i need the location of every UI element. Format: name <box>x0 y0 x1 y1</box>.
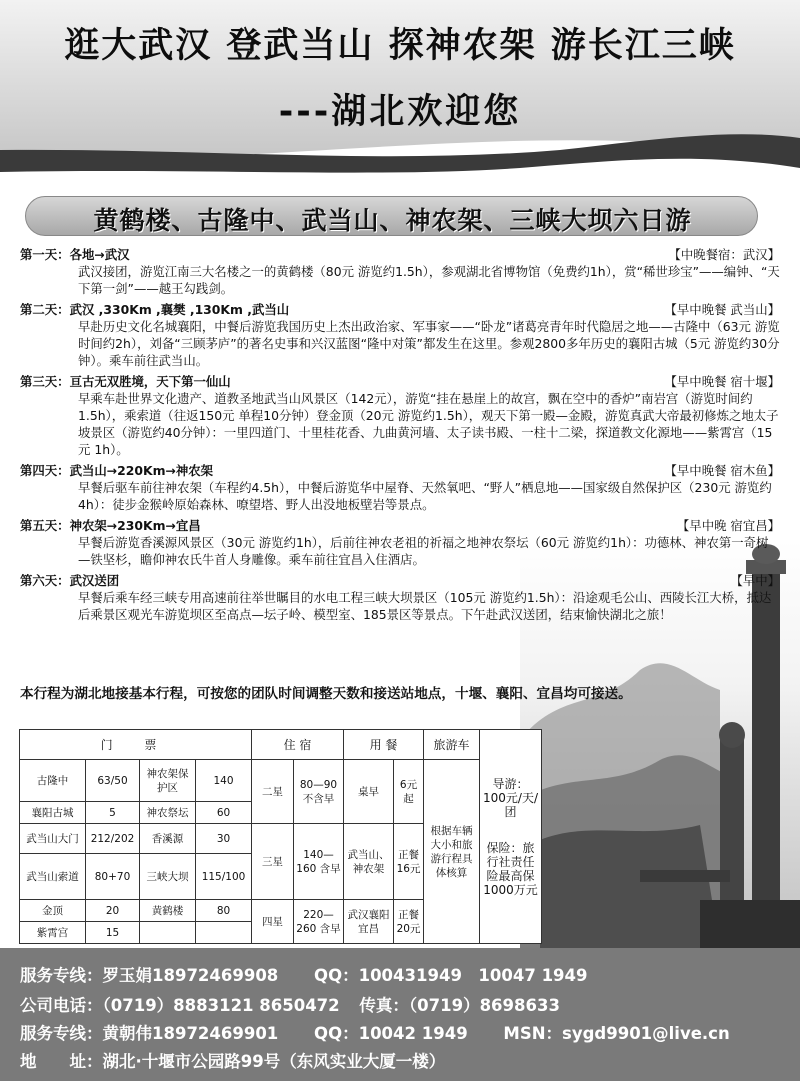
fax-number: 传真：（0719）8698633 <box>359 996 560 1015</box>
qq-number-2: QQ：10042 1949 <box>314 1024 468 1043</box>
day-label: 第六天： <box>20 573 70 588</box>
itinerary-note: 本行程为湖北地接基本行程，可按您的团队时间调整天数和接送站地点，十堰、襄阳、宜昌均可接送。 <box>20 686 632 702</box>
company-phone: 公司电话：（0719）8883121 8650472 <box>20 996 340 1015</box>
guide-insurance-cell <box>480 730 542 944</box>
day-description: 早赴历史文化名城襄阳，中餐后游览我国历史上杰出政治家、军事家——“卧龙”诸葛亮青年时代隐居之地——古隆中（63元 游览时间约2h），刘备“三顾茅庐”的著名史事和兴汉蓝图“隆中对策”都发生在这里。参观2800多年历史的襄阳古城（5元 游览约30分钟）。乘车前往武当山。 <box>78 319 780 368</box>
tour-banner <box>25 196 758 236</box>
day-meals: 【早中晚餐 武当山】 <box>664 302 780 317</box>
day-route: 亘古无双胜境，天下第一仙山 <box>69 374 231 389</box>
header-lodging: 住 宿 <box>252 730 344 760</box>
table-row: 武当山大门 212/202 香溪源 30 三星 140— 160 含早 武当山、神农架 正餐 16元 <box>20 824 542 854</box>
address-line: 地 址：湖北·十堰市公园路99号（东风实业大厦一楼） <box>20 1052 446 1071</box>
company-phone-line <box>20 992 590 1016</box>
insurance-info: 保险：旅行社责任险最高保1000万元 <box>483 840 538 897</box>
day-label: 第五天： <box>20 518 70 533</box>
day-1 <box>20 246 780 297</box>
tour-title: 黄鹤楼、古隆中、武当山、神农架、三峡大坝六日游 <box>93 206 692 235</box>
qq-numbers-1: QQ：100431949 10047 1949 <box>314 966 588 985</box>
header-tickets: 门 票 <box>20 730 252 760</box>
day-route: 武汉送团 <box>69 573 120 588</box>
table-row: 古隆中 63/50 神农架保护区 140 二星 80—90 不含早 桌早 6元 起 根据车辆大小和旅游行程具体核算 <box>20 760 542 802</box>
day-description: 早餐后乘车经三峡专用高速前往举世瞩目的水电工程三峡大坝景区（105元 游览约1.5h）：沿途观毛公山、西陵长江大桥，抵达后乘景区观光车游览坝区至高点—坛子岭、模型室、185景区等景点。下午赴武汉送团，结束愉快湖北之旅！ <box>78 590 772 622</box>
table-row: 武当山索道 80+70 三峡大坝 115/100 <box>20 854 542 900</box>
day-meals: 【早中】 <box>730 573 780 588</box>
contact-footer <box>0 948 800 1081</box>
day-description: 早乘车赴世界文化遗产、道教圣地武当山风景区（142元），游览“挂在悬崖上的故宫，飘在空中的香炉”南岩宫（游览时间约1.5h），乘索道（往返150元 单程10分钟）登金顶（20元 游览约1.5h），观天下第一殿—金殿，游览真武大帝最初修炼之地太子坡景区（游览约40分钟）：一里四道门、十里桂花香、九曲黄河墙、太子读书殿、一柱十二梁，探道教文化源地——紫霄宫（15元 1h）。 <box>78 391 779 457</box>
service-line-2 <box>20 1020 730 1044</box>
day-meals: 【早中晚餐 宿木鱼】 <box>664 463 780 478</box>
guide-fee: 导游：100元/天/团 <box>483 776 538 819</box>
itinerary <box>20 246 780 627</box>
header-bus: 旅游车 <box>424 730 480 760</box>
service-line-1 <box>20 962 618 986</box>
day-description: 武汉接团，游览江南三大名楼之一的黄鹤楼（80元 游览约1.5h），参观湖北省博物馆（免费约1h），赏“稀世珍宝”——编钟、“天下第一剑”——越王勾践剑。 <box>78 264 780 296</box>
day-route: 武当山→220Km→神农架 <box>69 463 214 478</box>
day-label: 第三天： <box>20 374 70 389</box>
price-table <box>19 729 542 944</box>
day-label: 第四天： <box>20 463 70 478</box>
day-label: 第一天： <box>20 247 70 262</box>
msn-contact: MSN：sygd9901@live.cn <box>503 1024 730 1043</box>
day-meals: 【早中晚 宿宜昌】 <box>676 518 780 533</box>
day-route: 各地→武汉 <box>69 247 130 262</box>
table-row: 紫霄宫 15 <box>20 922 542 944</box>
bus-cost-note: 根据车辆大小和旅游行程具体核算 <box>424 760 480 944</box>
day-label: 第二天： <box>20 302 70 317</box>
header <box>0 0 800 180</box>
day-meals: 【早中晚餐 宿十堰】 <box>664 374 780 389</box>
table-header-row <box>20 730 542 760</box>
day-4 <box>20 462 780 513</box>
service-hotline-1: 服务专线：罗玉娟18972469908 <box>20 966 279 985</box>
service-hotline-2: 服务专线：黄朝伟18972469901 <box>20 1024 279 1043</box>
header-dining: 用 餐 <box>344 730 424 760</box>
main-title: 逛大武汉 登武当山 探神农架 游长江三峡 <box>64 26 736 66</box>
day-description: 早餐后驱车前往神农架（车程约4.5h），中餐后游览华中屋脊、天然氧吧、“野人”栖息地——国家级自然保护区（230元 游览约4h）：徒步金猴岭原始森林、嘹望塔、野人出没地板壁岩等景点。 <box>78 480 772 512</box>
day-2 <box>20 301 780 369</box>
table-row: 襄阳古城 5 神农祭坛 60 <box>20 802 542 824</box>
day-meals: 【中晚餐宿：武汉】 <box>668 247 780 262</box>
day-description: 早餐后游览香溪源风景区（30元 游览约1h），后前往神农老祖的祈福之地神农祭坛（60元 游览约1h）：功德林、神农第一奇树—铁坚杉，瞻仰神农氏牛首人身雕像。乘车前往宜昌入住酒店。 <box>78 535 769 567</box>
day-6 <box>20 572 780 623</box>
day-5 <box>20 517 780 568</box>
table-row: 金顶 20 黄鹤楼 80 四星 220— 260 含早 武汉襄阳宜昌 正餐 20元 <box>20 900 542 922</box>
day-3 <box>20 373 780 458</box>
sub-title: ---湖北欢迎您 <box>278 92 522 132</box>
day-route: 武汉 ,330Km ,襄樊 ,130Km ,武当山 <box>69 302 290 317</box>
day-route: 神农架→230Km→宜昌 <box>69 518 201 533</box>
